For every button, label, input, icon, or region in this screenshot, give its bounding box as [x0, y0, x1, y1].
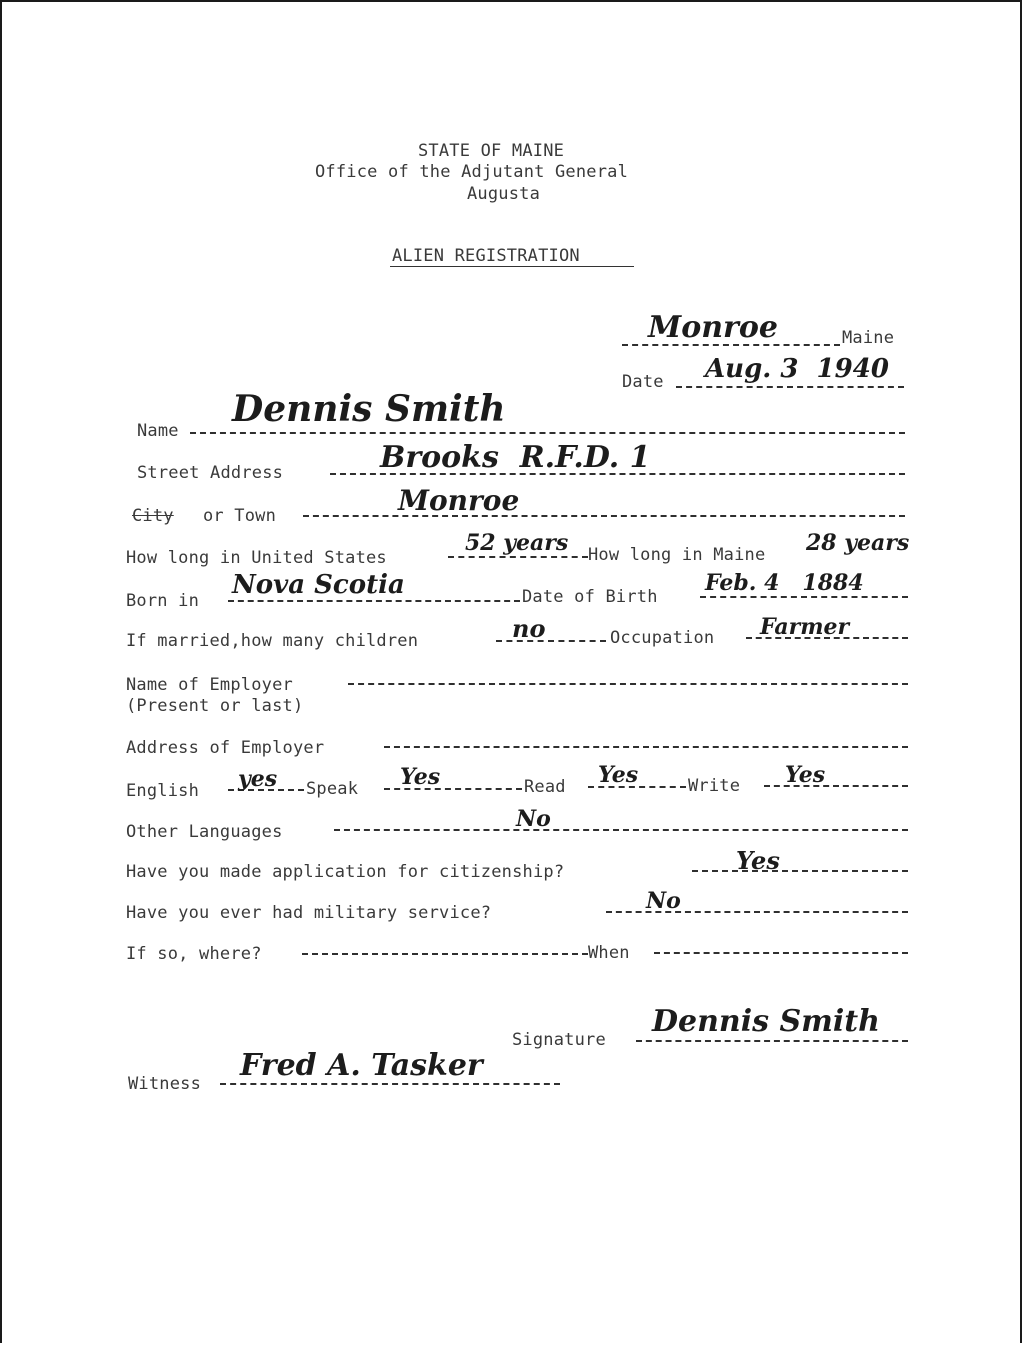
- military-value: No: [646, 888, 681, 914]
- citizenship-line: [692, 870, 908, 872]
- children-value: no: [512, 614, 546, 643]
- employer-address-line: [384, 746, 908, 748]
- street-label: Street Address: [137, 463, 284, 483]
- english-label: English: [126, 781, 200, 801]
- speak-value: Yes: [400, 764, 441, 790]
- english-value: yes: [238, 766, 278, 792]
- town-top-value: Monroe: [648, 310, 778, 345]
- years-us-value: 52 years: [465, 530, 569, 556]
- header-office: Office of the Adjutant General: [315, 162, 629, 182]
- years-maine-value: 28 years: [806, 530, 910, 556]
- employer-address-label: Address of Employer: [126, 738, 325, 758]
- if-so-where-label: If so, where?: [126, 944, 262, 964]
- employer-name-label: Name of Employer: [126, 675, 293, 695]
- citizenship-label: Have you made application for citizenship?: [126, 862, 565, 882]
- name-line: [190, 432, 905, 434]
- other-languages-value: No: [516, 806, 551, 832]
- witness-line: [220, 1083, 560, 1085]
- born-in-label: Born in: [126, 591, 200, 611]
- town-value: Monroe: [398, 484, 520, 517]
- or-town-label: or Town: [203, 506, 277, 526]
- dob-value: Feb. 4 1884: [705, 570, 864, 596]
- dob-line: [700, 596, 908, 598]
- born-in-line: [228, 600, 520, 602]
- where-line: [302, 953, 588, 955]
- speak-label: Speak: [306, 779, 359, 799]
- born-in-value: Nova Scotia: [232, 570, 405, 600]
- occupation-value: Farmer: [760, 614, 850, 640]
- how-long-us-label: How long in United States: [126, 548, 387, 568]
- years-us-line: [448, 556, 588, 558]
- witness-label: Witness: [128, 1074, 202, 1094]
- other-languages-line: [334, 829, 908, 831]
- military-label: Have you ever had military service?: [126, 903, 492, 923]
- children-label: If married,how many children: [126, 631, 419, 651]
- read-value: Yes: [598, 762, 639, 788]
- how-long-maine-label: How long in Maine: [588, 545, 766, 565]
- form-title: ALIEN REGISTRATION: [392, 246, 580, 266]
- occupation-label: Occupation: [610, 628, 715, 648]
- maine-label: Maine: [842, 328, 895, 348]
- read-label: Read: [524, 777, 566, 797]
- city-label-struck: City: [132, 506, 174, 526]
- signature-value: Dennis Smith: [652, 1004, 880, 1039]
- signature-label: Signature: [512, 1030, 606, 1050]
- date-line: [676, 386, 904, 388]
- header-state: STATE OF MAINE: [418, 141, 565, 161]
- name-label: Name: [137, 421, 179, 441]
- other-languages-label: Other Languages: [126, 822, 283, 842]
- when-line: [654, 952, 908, 954]
- street-value: Brooks R.F.D. 1: [380, 440, 651, 475]
- date-label: Date: [622, 372, 664, 392]
- date-value: Aug. 3 1940: [705, 354, 889, 384]
- name-value: Dennis Smith: [232, 388, 506, 430]
- when-label: When: [588, 943, 630, 963]
- header-city: Augusta: [467, 184, 541, 204]
- title-underline: [390, 266, 634, 267]
- witness-value: Fred A. Tasker: [240, 1048, 483, 1083]
- signature-line: [636, 1040, 908, 1042]
- employer-name-note: (Present or last): [126, 696, 304, 716]
- employer-name-line: [348, 683, 908, 685]
- citizenship-value: Yes: [736, 846, 780, 875]
- write-label: Write: [688, 776, 741, 796]
- dob-label: Date of Birth: [522, 587, 658, 607]
- town-line: [303, 515, 905, 517]
- write-value: Yes: [785, 762, 826, 788]
